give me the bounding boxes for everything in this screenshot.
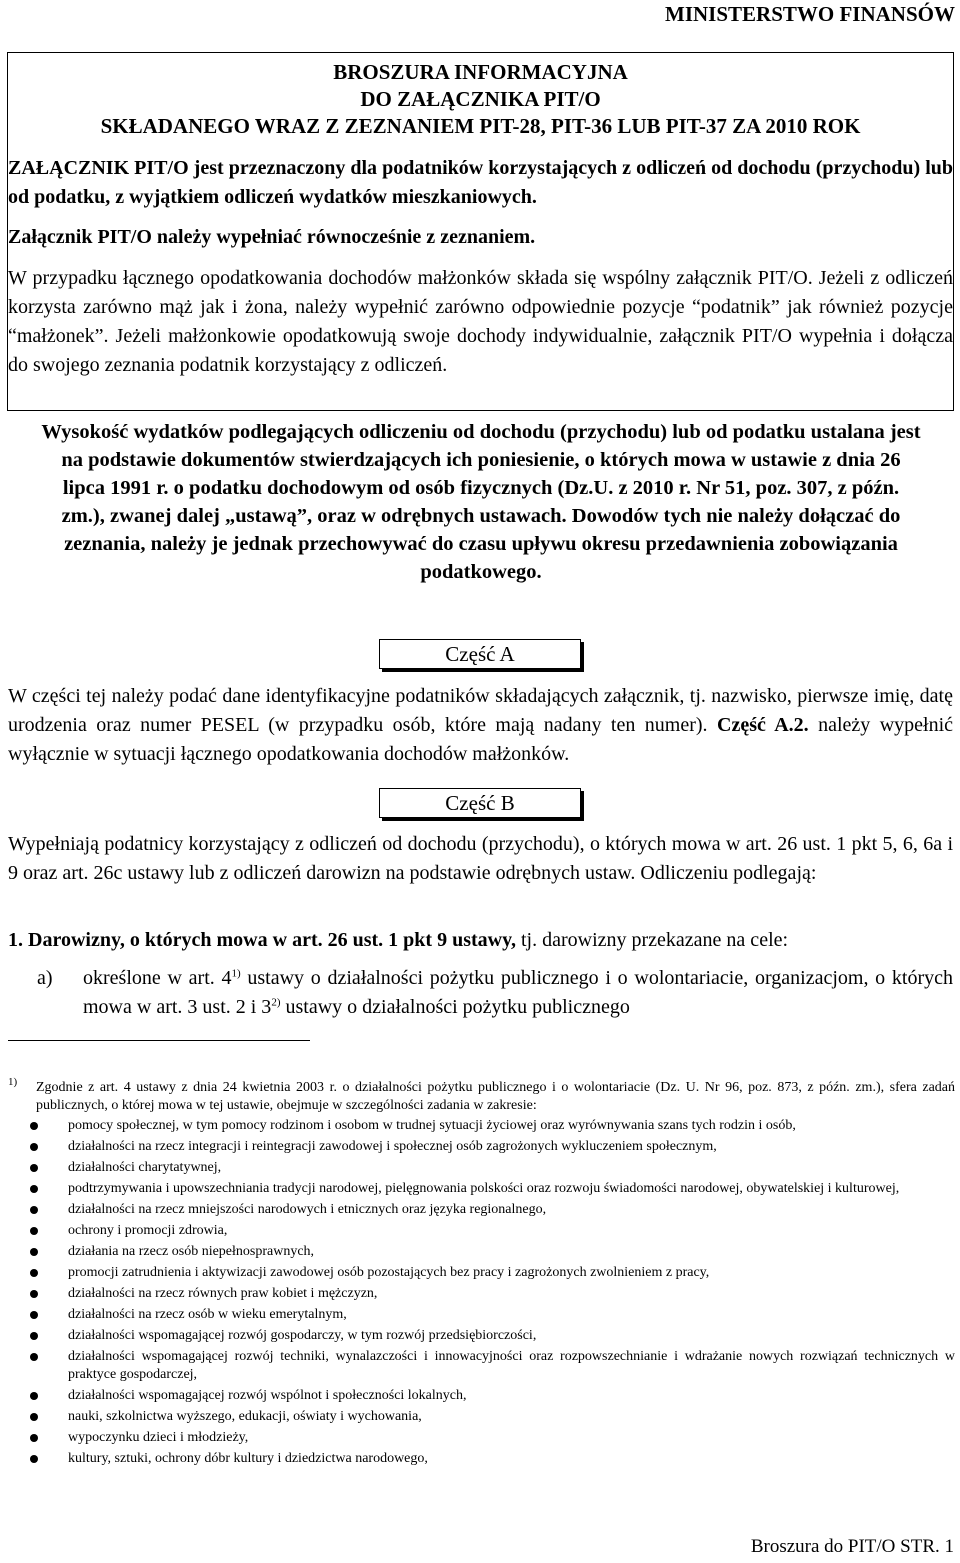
bullet-icon xyxy=(30,1434,38,1442)
title-line-2: DO ZAŁĄCZNIKA PIT/O xyxy=(360,87,601,111)
list-item: działalności wspomagającej rozwój gospodarczy, w tym rozwój przedsiębiorczości, xyxy=(30,1327,955,1345)
bullet-icon xyxy=(30,1122,38,1130)
list-item: nauki, szkolnictwa wyższego, edukacji, oświaty i wychowania, xyxy=(30,1408,955,1426)
list-item: działalności na rzecz mniejszości narodowych i etnicznych oraz języka regionalnego, xyxy=(30,1201,955,1219)
document-title xyxy=(7,59,954,140)
item-a-part-3: ustawy o działalności pożytku publicznego xyxy=(280,996,630,1018)
list-item: działalności na rzecz równych praw kobiet i mężczyzn, xyxy=(30,1285,955,1303)
bullet-icon xyxy=(30,1332,38,1340)
footnote-separator xyxy=(8,1040,310,1041)
item-1-title: 1. Darowizny, o których mowa w art. 26 ust. 1 pkt 9 ustawy, xyxy=(8,929,516,951)
bullet-icon xyxy=(30,1227,38,1235)
section-a-body: W części tej należy podać dane identyfikacyjne podatników składających załącznik, tj. nazwisko, pierwsze imię, datę urodzenia oraz numer PESEL (w przypadku osób, które mają nadany ten numer). xyxy=(8,685,953,736)
section-b-text: Wypełniają podatnicy korzystający z odliczeń od dochodu (przychodu), o których mowa w art. 26 ust. 1 pkt 5, 6, 6a i 9 oraz art. 26c ustawy lub z odliczeń darowizn na podstawie odrębnych ustaw. Odliczeniu podlegają: xyxy=(8,833,953,884)
bullet-icon xyxy=(30,1290,38,1298)
bullet-icon xyxy=(30,1164,38,1172)
item-1-rest: tj. darowizny przekazane na cele: xyxy=(515,929,789,951)
bullet-icon xyxy=(30,1455,38,1463)
list-item: działalności charytatywnej, xyxy=(30,1159,955,1177)
section-a2-label: Część A.2. xyxy=(717,714,809,736)
section-a2-text: należy wypełnić wyłącznie w sytuacji łącznego opodatkowania dochodów małżonków. xyxy=(8,714,954,765)
ministry-header: MINISTERSTWO FINANSÓW xyxy=(665,2,955,26)
list-item: pomocy społecznej, w tym pomocy rodzinom i osobom w trudnej sytuacji życiowej oraz wyrównywania szans tych rodzin i osób, xyxy=(30,1117,955,1135)
item-a-label: a) xyxy=(37,967,53,989)
item-a-part-2: ustawy o działalności pożytku publicznego i o wolontariacie, organizacjom, o których mowa w art. 3 ust. 2 i 3 xyxy=(83,967,953,1018)
bullet-icon xyxy=(30,1248,38,1256)
bullet-icon xyxy=(30,1392,38,1400)
footnote-text: Zgodnie z art. 4 ustawy z dnia 24 kwietnia 2003 r. o działalności pożytku publicznego i o wolontariacie (Dz. U. Nr 96, poz. 873, z późn. zm.), sfera zadań publicznych, o której mowa w tej ustawie, obejmuje w szczególności zadania w zakresie: xyxy=(36,1080,955,1113)
item-a-text xyxy=(83,964,953,1022)
list-item: działalności na rzecz integracji i reintegracji zawodowej i społecznej osób zagrożonych wykluczeniem społecznym, xyxy=(30,1138,955,1156)
list-item: działalności wspomagającej rozwój wspólnot i społeczności lokalnych, xyxy=(30,1387,955,1405)
list-item: działalności na rzecz osób w wieku emerytalnym, xyxy=(30,1306,955,1324)
list-item: wypoczynku dzieci i młodzieży, xyxy=(30,1429,955,1447)
section-b-item-1 xyxy=(8,926,953,955)
section-a-heading: Część A xyxy=(379,639,581,669)
bullet-icon xyxy=(30,1143,38,1151)
bullet-icon xyxy=(30,1206,38,1214)
bullet-icon xyxy=(30,1185,38,1193)
footnote-list xyxy=(30,1117,955,1471)
intro-paragraph-3: W przypadku łącznego opodatkowania dochodów małżonków składa się wspólny załącznik PIT/O. Jeżeli z odliczeń korzysta zarówno mąż jak i żona, należy wypełnić zarówno odpowiednie pozycje “podatnik” jak również pozycje “małżonek”. Jeżeli małżonkowie opodatkowują swoje dochody indywidualnie, załącznik PIT/O wypełnia i dołącza do swojego zeznania podatnik korzystający z odliczeń. xyxy=(8,267,953,376)
page-footer: Broszura do PIT/O STR. 1 xyxy=(750,1536,954,1557)
footnote-ref-1: 1) xyxy=(231,967,241,980)
intro-paragraph-1: ZAŁĄCZNIK PIT/O jest przeznaczony dla podatników korzystających z odliczeń od dochodu (przychodu) lub od podatku, z wyjątkiem odliczeń wydatków mieszkaniowych. xyxy=(8,157,953,208)
bullet-icon xyxy=(30,1311,38,1319)
bullet-icon xyxy=(30,1413,38,1421)
bullet-icon xyxy=(30,1269,38,1277)
section-b-heading: Część B xyxy=(379,788,581,818)
section-a-text xyxy=(8,682,953,769)
list-item: podtrzymywania i upowszechniania tradycji narodowej, pielęgnowania polskości oraz rozwoju świadomości narodowej, obywatelskiej i kulturowej, xyxy=(30,1180,955,1198)
intro-paragraph-2: Załącznik PIT/O należy wypełniać równocześnie z zeznaniem. xyxy=(8,226,536,248)
title-line-1: BROSZURA INFORMACYJNA xyxy=(333,60,628,84)
item-a-part-1: określone w art. 4 xyxy=(83,967,232,989)
title-line-3: SKŁADANEGO WRAZ Z ZEZNANIEM PIT-28, PIT-36 LUB PIT-37 ZA 2010 ROK xyxy=(100,114,861,138)
list-item: ochrony i promocji zdrowia, xyxy=(30,1222,955,1240)
footnote-ref-2: 2) xyxy=(271,996,281,1009)
list-item: kultury, sztuki, ochrony dóbr kultury i dziedzictwa narodowego, xyxy=(30,1450,955,1468)
bullet-icon xyxy=(30,1353,38,1361)
documents-notice: Wysokość wydatków podlegających odliczeniu od dochodu (przychodu) lub od podatku ustalana jest na podstawie dokumentów stwierdzających ich poniesienie, o których mowa w ustawie z dnia 26 lipca 1991 r. o podatku dochodowym od osób fizycznych (Dz.U. z 2010 r. Nr 51, poz. 307, z późn. zm.), zwanej dalej „ustawą”, oraz w odrębnych ustawach. Dowodów tych nie należy dołączać do zeznania, należy je jednak przechowywać do czasu upływu okresu przedawnienia zobowiązania podatkowego. xyxy=(41,421,921,583)
list-item: promocji zatrudnienia i aktywizacji zawodowej osób pozostających bez pracy i zagrożonych zwolnieniem z pracy, xyxy=(30,1264,955,1282)
footnote-marker: 1) xyxy=(8,1076,18,1088)
list-item: działania na rzecz osób niepełnosprawnych, xyxy=(30,1243,955,1261)
list-item: działalności wspomagającej rozwój techniki, wynalazczości i innowacyjności oraz rozpowszechnianie i wdrażanie nowych rozwiązań technicznych w praktyce gospodarczej, xyxy=(30,1348,955,1384)
